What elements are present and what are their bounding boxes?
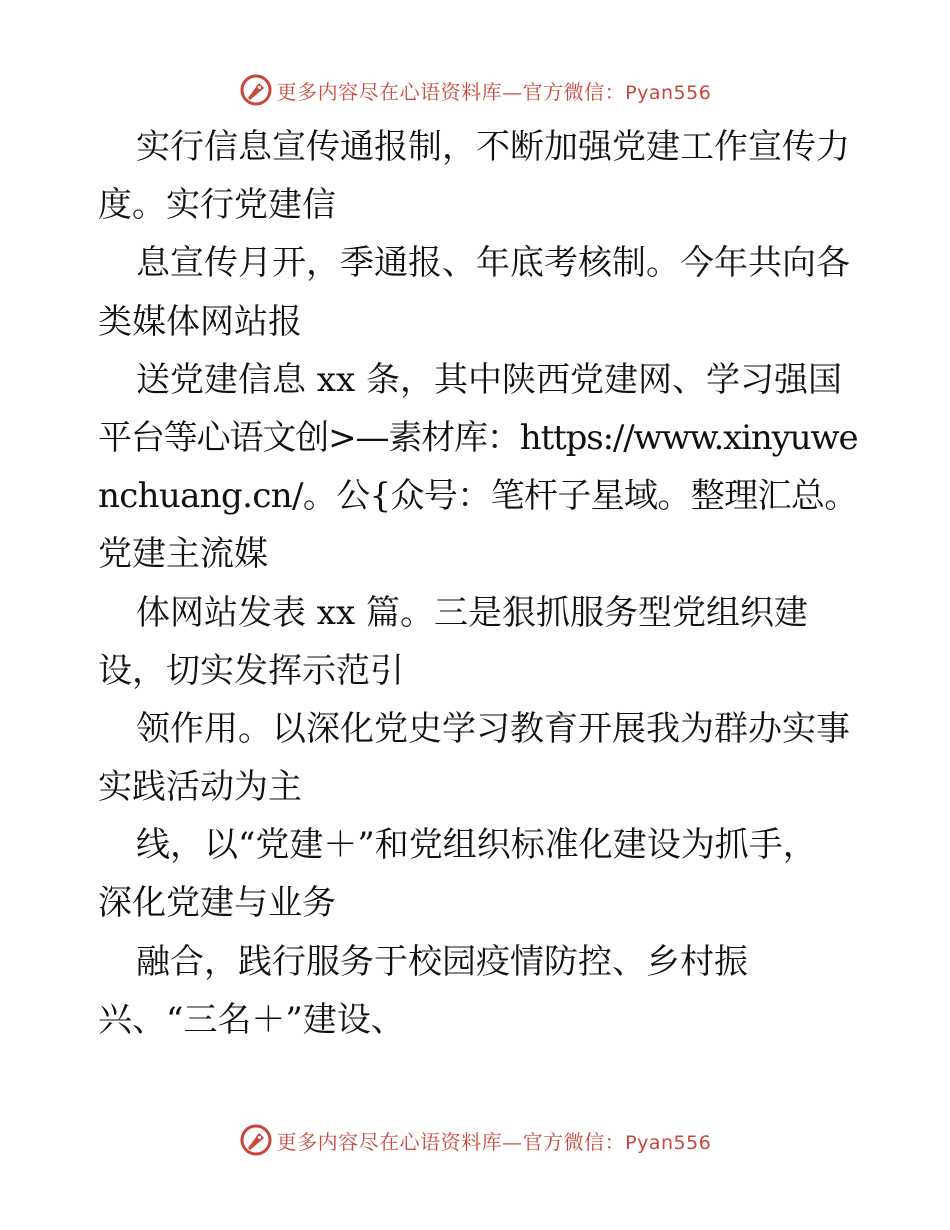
text-line: 融合，践行服务于校园疫情防控、乡村振 xyxy=(136,941,748,982)
text-line: 线，以“党建＋”和党组织标准化建设为抓手， xyxy=(136,825,817,866)
wechat-id: Pyan556 xyxy=(625,81,712,104)
text-line: 兴、“三名＋”建设、 xyxy=(98,999,405,1040)
text-line: 党建主流媒 xyxy=(98,534,268,575)
text-line: 送党建信息 xx 条，其中陕西党建网、学习强国 xyxy=(136,359,842,400)
text-line: 实践活动为主 xyxy=(98,767,302,808)
header-banner xyxy=(0,70,950,110)
text-line: 深化党建与业务 xyxy=(98,883,336,924)
document-body xyxy=(98,118,858,1049)
wechat-id: Pyan556 xyxy=(625,1131,712,1154)
footer-banner xyxy=(0,1120,950,1160)
banner-label: 更多内容尽在心语资料库—官方微信：Pyan556 xyxy=(276,1129,712,1154)
text-line: 类媒体网站报 xyxy=(98,301,302,342)
text-line: nchuang.cn/。公{众号：笔杆子星域。整理汇总。 xyxy=(98,476,858,517)
text-line: 平台等心语文创>—素材库：https://www.xinyuwe xyxy=(98,417,858,458)
text-line: 设，切实发挥示范引 xyxy=(98,650,404,691)
pen-nib-circle-icon xyxy=(239,73,273,107)
text-line: 度。实行党建信 xyxy=(98,185,336,226)
text-line: 领作用。以深化党史学习教育开展我为群办实事 xyxy=(136,708,850,749)
banner-label: 更多内容尽在心语资料库—官方微信：Pyan556 xyxy=(276,79,712,104)
pen-nib-circle-icon xyxy=(239,1123,273,1157)
text-line: 实行信息宣传通报制，不断加强党建工作宣传力 xyxy=(136,127,850,167)
text-line: 体网站发表 xx 篇。三是狠抓服务型党组织建 xyxy=(136,592,808,633)
text-line: 息宣传月开，季通报、年底考核制。今年共向各 xyxy=(136,243,850,284)
